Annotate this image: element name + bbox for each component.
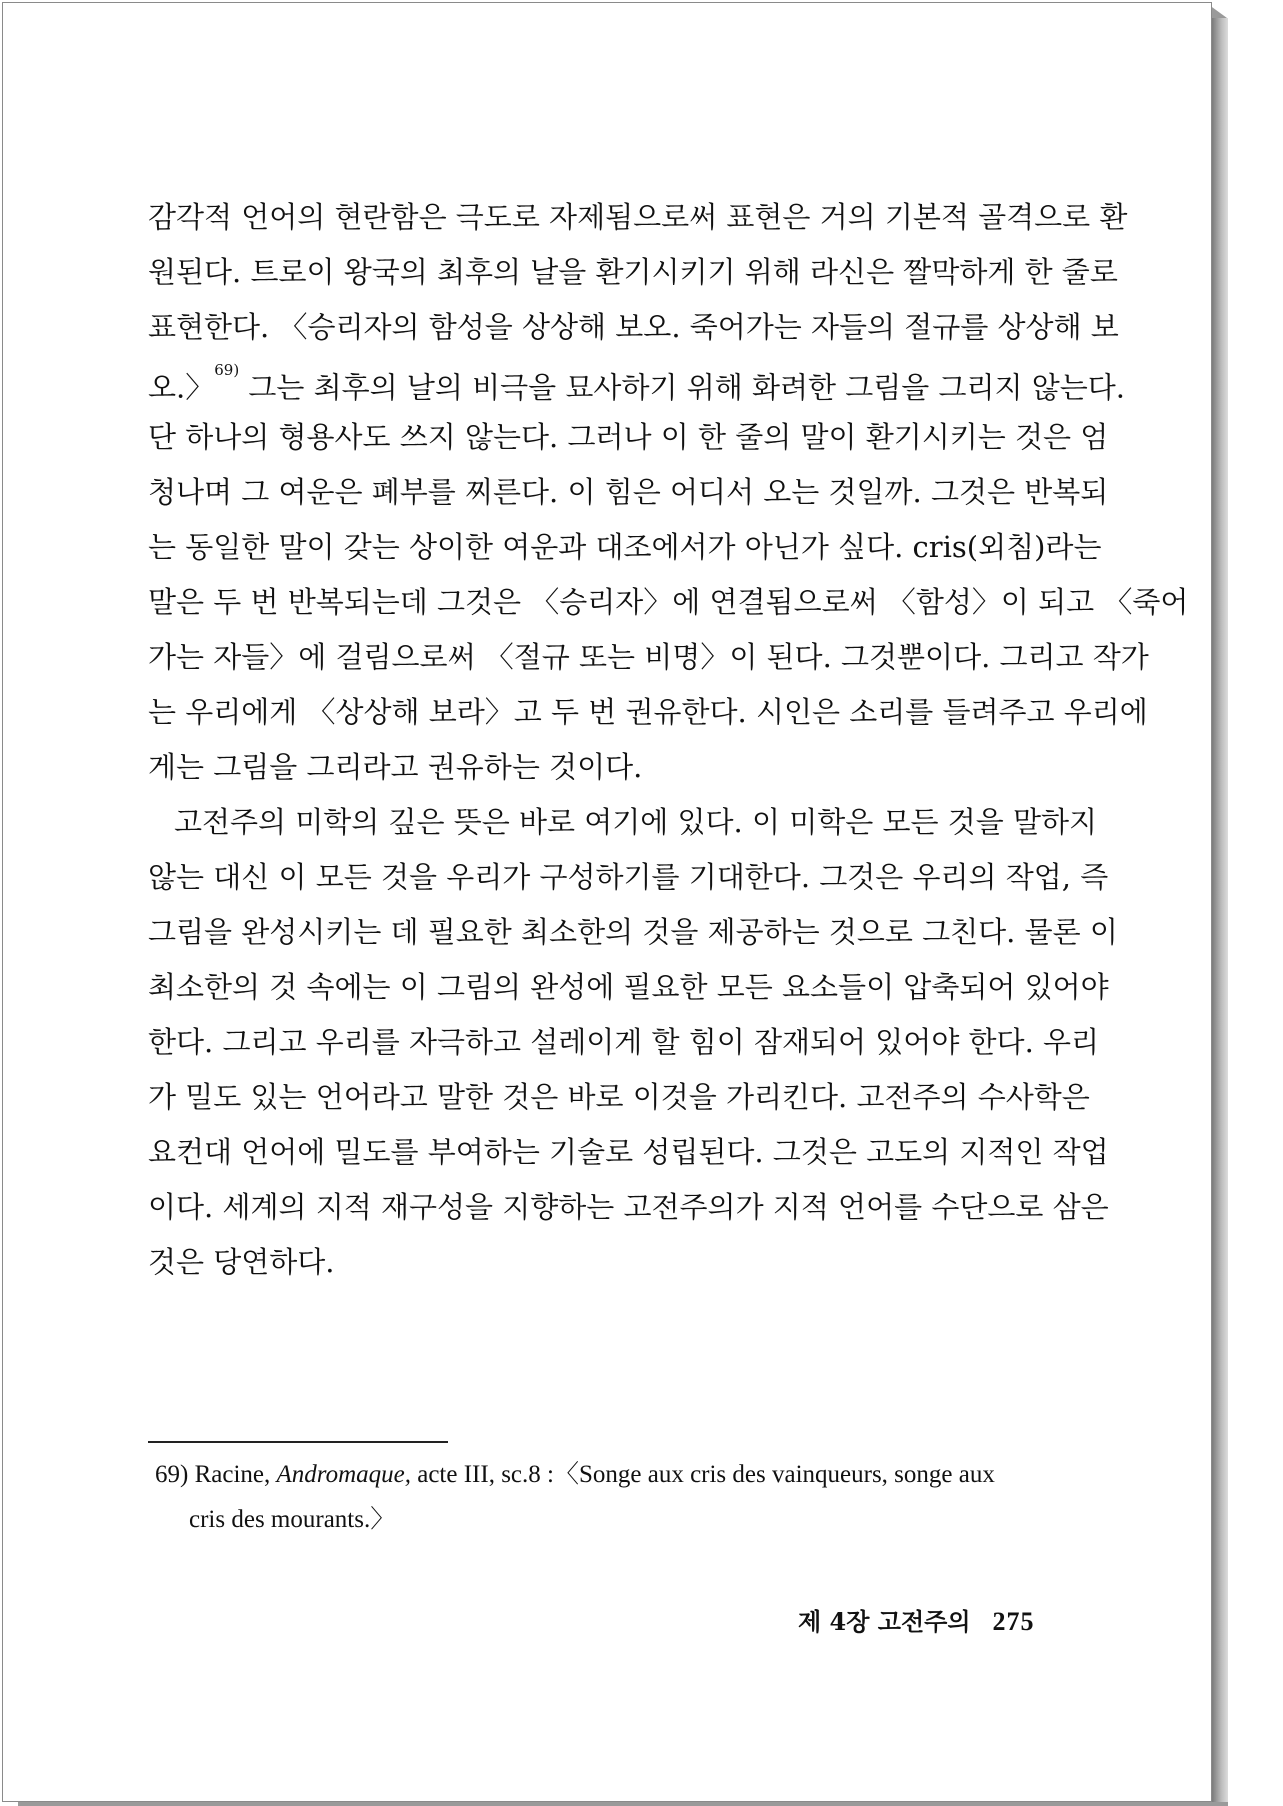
text-line: 는 동일한 말이 갖는 상이한 여운과 대조에서가 아닌가 싶다. cris(외침)라는 — [148, 530, 1102, 564]
text-line: 것은 당연하다. — [148, 1245, 335, 1279]
text-line: 는 우리에게 〈상상해 보라〉고 두 번 권유한다. 시인은 소리를 들려주고 우리에 — [148, 695, 1148, 729]
text-line: 표현한다. 〈승리자의 함성을 상상해 보오. 죽어가는 자들의 절규를 상상해 보 — [148, 310, 1119, 344]
text-line-with-footnote-ref — [148, 355, 1125, 410]
footnote-line: cris des mourants.〉 — [189, 1506, 396, 1533]
text-line: 게는 그림을 그리라고 권유하는 것이다. — [148, 750, 643, 784]
paragraph-2 — [148, 795, 1118, 1290]
text-line: 최소한의 것 속에는 이 그림의 완성에 필요한 모든 요소들이 압축되어 있어야 — [148, 970, 1109, 1004]
text-segment: 오.〉 — [148, 370, 215, 405]
text-line: 가는 자들〉에 걸림으로써 〈절규 또는 비명〉이 된다. 그것뿐이다. 그리고 작가 — [148, 640, 1149, 674]
text-line: 고전주의 미학의 깊은 뜻은 바로 여기에 있다. 이 미학은 모든 것을 말하지 — [174, 805, 1098, 839]
text-line: 말은 두 번 반복되는데 그것은 〈승리자〉에 연결됨으로써 〈함성〉이 되고 〈죽어 — [148, 585, 1189, 619]
text-line: 원된다. 트로이 왕국의 최후의 날을 환기시키기 위해 라신은 짤막하게 한 줄로 — [148, 255, 1118, 289]
footnote-number: 69) — [155, 1461, 189, 1488]
footnote-quote: 〈Songe aux cris des vainqueurs, songe aux — [553, 1461, 995, 1488]
paragraph-1 — [148, 190, 1189, 795]
text-line: 단 하나의 형용사도 쓰지 않는다. 그러나 이 한 줄의 말이 환기시키는 것은 엄 — [148, 420, 1109, 454]
page-edge-shadow-bottom — [18, 1802, 1228, 1806]
chapter-title: 제 4장 고전주의 — [798, 1607, 971, 1636]
text-line: 그림을 완성시키는 데 필요한 최소한의 것을 제공하는 것으로 그친다. 물론 이 — [148, 915, 1118, 949]
page-edge-shadow-right — [1212, 18, 1228, 1802]
footnote-divider — [148, 1441, 448, 1443]
footnote-69 — [155, 1452, 1051, 1542]
footnote-work-title: Andromaque, — [276, 1461, 411, 1488]
text-segment: 그는 최후의 날의 비극을 묘사하기 위해 화려한 그림을 그리지 않는다. — [239, 370, 1125, 405]
text-line: 감각적 언어의 현란함은 극도로 자제됨으로써 표현은 거의 기본적 골격으로 환 — [148, 200, 1128, 234]
text-line: 요컨대 언어에 밀도를 부여하는 기술로 성립된다. 그것은 고도의 지적인 작업 — [148, 1135, 1109, 1169]
footnote-line — [155, 1452, 1051, 1497]
running-footer — [798, 1602, 1035, 1637]
footnote-author: Racine, — [194, 1461, 271, 1488]
page-number: 275 — [992, 1607, 1035, 1636]
text-line: 청나며 그 여운은 폐부를 찌른다. 이 힘은 어디서 오는 것일까. 그것은 반복되 — [148, 475, 1109, 509]
body-text — [148, 190, 1189, 1290]
text-line: 한다. 그리고 우리를 자극하고 설레이게 할 힘이 잠재되어 있어야 한다. 우리 — [148, 1025, 1100, 1059]
text-line: 않는 대신 이 모든 것을 우리가 구성하기를 기대한다. 그것은 우리의 작업, 즉 — [148, 860, 1109, 894]
footnote-location: acte III, sc.8 : — [417, 1461, 554, 1488]
text-line: 가 밀도 있는 언어라고 말한 것은 바로 이것을 가리킨다. 고전주의 수사학은 — [148, 1080, 1090, 1114]
text-line: 이다. 세계의 지적 재구성을 지향하는 고전주의가 지적 언어를 수단으로 삼은 — [148, 1190, 1109, 1224]
footnote-reference[interactable]: 69) — [214, 361, 240, 379]
